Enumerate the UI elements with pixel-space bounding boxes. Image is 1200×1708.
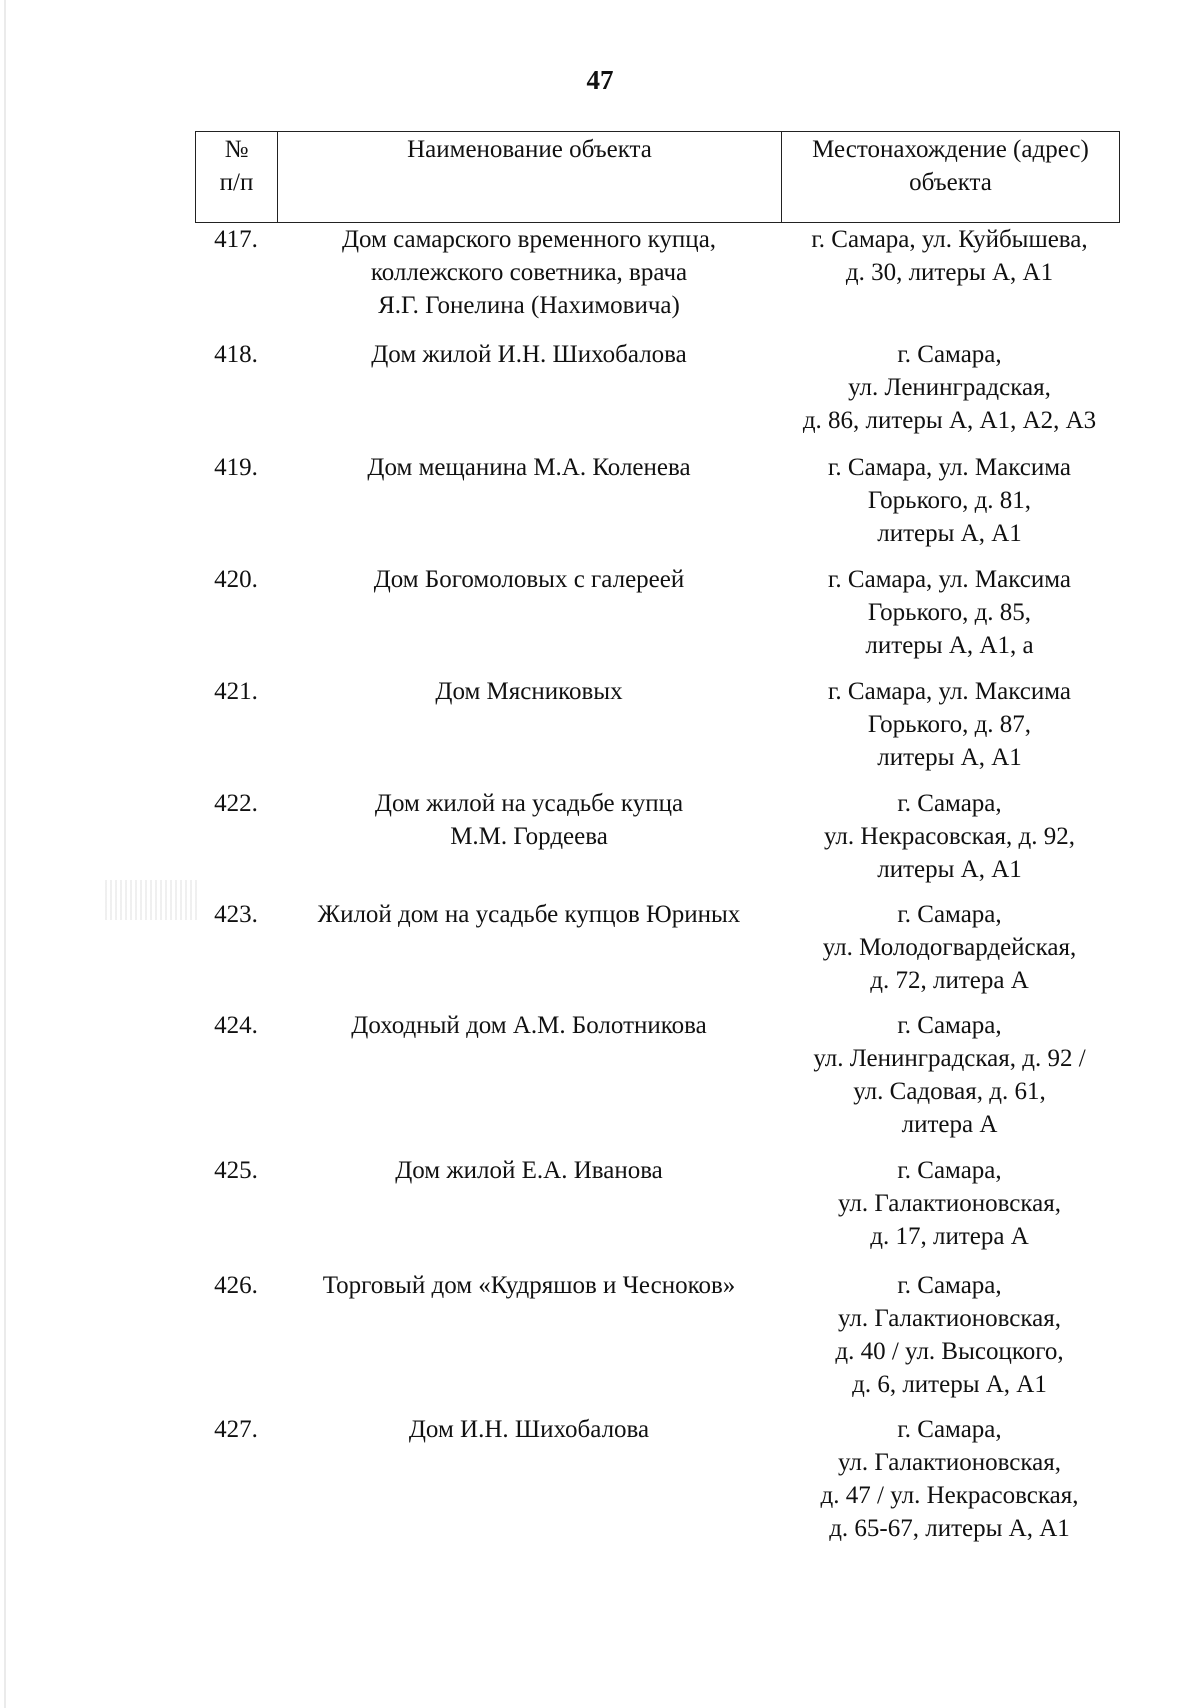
table-row [195, 338, 1120, 451]
row-object-name: Жилой дом на усадьбе купцов Юриных [317, 901, 741, 928]
row-object-name: Торговый дом «Кудряшов и Чесноков» [322, 1272, 736, 1299]
row-object-name: Дом Богомоловых с галереей [373, 566, 685, 593]
row-number: 423. [214, 901, 258, 928]
row-object-name: Дом И.Н. Шихобалова [408, 1416, 650, 1443]
table-row [195, 563, 1120, 675]
table-body [195, 223, 1120, 1558]
row-object-name: Дом Мясниковых [435, 678, 623, 705]
row-number: 420. [214, 566, 258, 593]
row-address: г. Самара, ул. Максима Горького, д. 87, литеры А, А1 [828, 678, 1071, 771]
row-address: г. Самара, ул. Максима Горького, д. 81, литеры А, А1 [828, 454, 1071, 547]
table-row [195, 1269, 1120, 1413]
row-object-name: Дом жилой на усадьбе купца М.М. Гордеева [374, 790, 684, 850]
table-row [195, 451, 1120, 563]
scan-artifact [105, 880, 200, 920]
row-address: г. Самара, ул. Галактионовская, д. 47 / ул. Некрасовская, д. 65-67, литеры А, А1 [820, 1416, 1079, 1542]
row-address: г. Самара, ул. Куйбышева, д. 30, литеры А, А1 [811, 226, 1088, 286]
row-number: 427. [214, 1416, 258, 1443]
table-row [195, 898, 1120, 1009]
header-number: № п/п [196, 132, 278, 222]
row-address: г. Самара, ул. Некрасовская, д. 92, литеры А, А1 [824, 790, 1075, 883]
table-row [195, 1009, 1120, 1154]
table-row [195, 1154, 1120, 1269]
header-address: Местонахождение (адрес) объекта [812, 136, 1089, 196]
table-row [195, 787, 1120, 898]
row-number: 419. [214, 454, 258, 481]
row-object-name: Дом жилой Е.А. Иванова [395, 1157, 663, 1184]
row-number: 422. [214, 790, 258, 817]
row-number: 424. [214, 1012, 258, 1039]
row-object-name: Дом жилой И.Н. Шихобалова [371, 341, 687, 368]
row-address: г. Самара, ул. Галактионовская, д. 40 / ул. Высоцкого, д. 6, литеры А, А1 [835, 1272, 1064, 1398]
row-number: 418. [214, 341, 258, 368]
row-object-name: Дом мещанина М.А. Коленева [367, 454, 691, 481]
scan-edge [4, 0, 6, 1708]
row-address: г. Самара, ул. Максима Горького, д. 85, литеры А, А1, а [828, 566, 1071, 659]
table-row [195, 223, 1120, 338]
row-address: г. Самара, ул. Галактионовская, д. 17, литера А [838, 1157, 1061, 1250]
row-number: 426. [214, 1272, 258, 1299]
row-object-name: Дом самарского временного купца, коллежского советника, врача Я.Г. Гонелина (Нахимовича) [341, 226, 717, 319]
page-number: 47 [586, 65, 614, 95]
row-number: 421. [214, 678, 258, 705]
row-address: г. Самара, ул. Молодогвардейская, д. 72, литера А [822, 901, 1077, 994]
row-number: 425. [214, 1157, 258, 1184]
header-object-name: Наименование объекта [278, 132, 782, 222]
row-object-name: Доходный дом А.М. Болотникова [351, 1012, 707, 1039]
table-row [195, 1413, 1120, 1558]
row-number: 417. [214, 226, 258, 253]
table-row [195, 675, 1120, 787]
table-header [195, 131, 1120, 223]
row-address: г. Самара, ул. Ленинградская, д. 86, литеры А, А1, А2, А3 [802, 341, 1097, 434]
row-address: г. Самара, ул. Ленинградская, д. 92 / ул. Садовая, д. 61, литера А [813, 1012, 1086, 1138]
